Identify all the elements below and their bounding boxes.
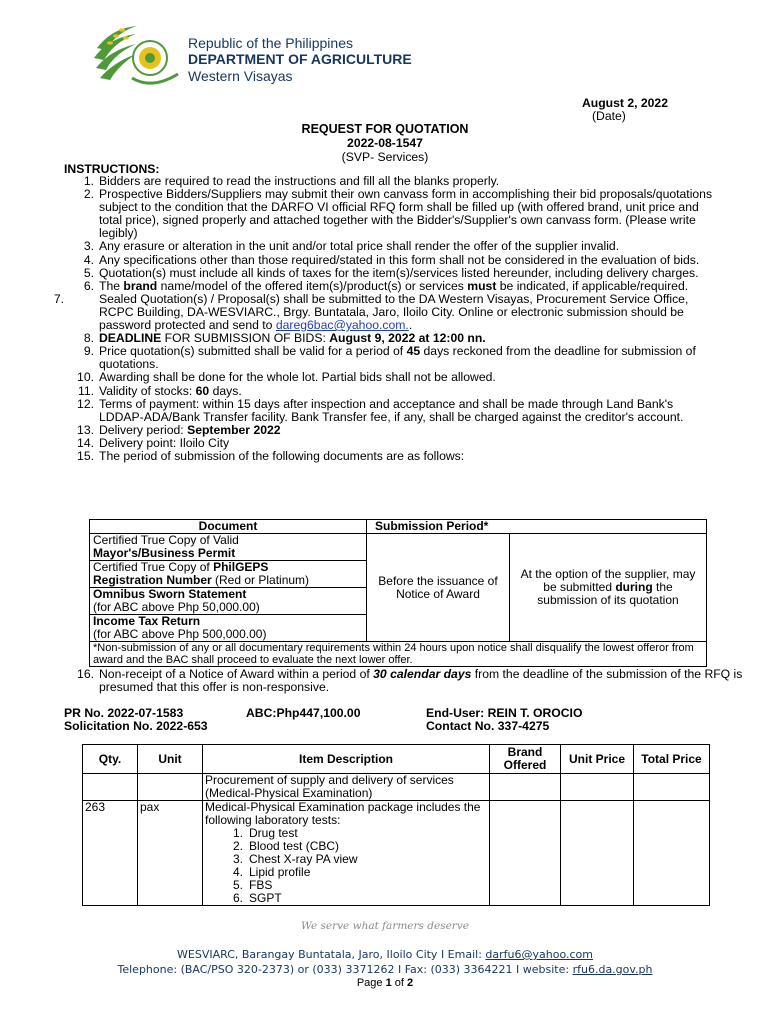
- instruction-item: 7. Sealed Quotation(s) / Proposal(s) shall be submitted to the DA Western Visayas, Procurement Service Office, RCPC Building, DA-WESVIARC., Brgy. Buntatala, Jaro, Iloilo City. Online or electronic submission should be password protected and send to dareg6bac@yahoo.com..: [53, 291, 689, 333]
- instruction-item: 15. The period of submission of the following documents are as follows:: [77, 448, 465, 463]
- footer-address: WESVIARC, Barangay Buntatala, Jaro, Iloilo City I Email: darfu6@yahoo.com: [177, 948, 593, 961]
- list-item: 6. SGPT: [232, 891, 282, 905]
- footer-website-link[interactable]: rfu6.da.gov.ph: [572, 963, 653, 976]
- instruction-item: 10. Awarding shall be done for the whole lot. Partial bids shall not be allowed.: [77, 370, 496, 385]
- list-item: 3. Chest X-ray PA view: [232, 852, 358, 866]
- col-unit-price: Unit Price: [561, 745, 634, 774]
- contact-number: Contact No. 337-4275: [426, 719, 550, 733]
- col-submission-period: Submission Period*: [367, 520, 707, 534]
- item-description: Medical-Physical Examination package includes the following laboratory tests: 1. Drug test 2. Blood test (CBC) 3. Chest X-ray PA view 4. Lipid profile 5. FBS 6. SGPT: [203, 801, 490, 906]
- col-total-price: Total Price: [634, 745, 710, 774]
- instruction-item: 9. Price quotation(s) submitted shall be valid for a period of 45 days reckoned from the deadline for submission of quotations.: [83, 344, 696, 372]
- instruction-item: 2. Prospective Bidders/Suppliers may submit their own canvass form in accomplishing their bid proposals/quotations subject to the condition that the DARFO VI official RFQ form shall be filled up (with offered brand, unit price and total price), signed properly and attached together with the Bidder's/Supplier's own canvass form. (Please write legibly): [83, 187, 713, 241]
- col-unit: Unit: [138, 745, 203, 774]
- bac-email-link[interactable]: dareg6bac@yahoo.com.: [275, 318, 409, 333]
- total-price-cell[interactable]: [634, 801, 710, 906]
- instruction-item: 8. DEADLINE FOR SUBMISSION OF BIDS: August 9, 2022 at 12:00 nn.: [83, 331, 486, 346]
- list-item: 1. Drug test: [232, 826, 298, 840]
- procurement-intro: Procurement of supply and delivery of services (Medical-Physical Examination): [203, 774, 490, 801]
- doc-business-permit: Certified True Copy of Valid Mayor's/Business Permit: [90, 534, 367, 561]
- brand-cell[interactable]: [490, 801, 561, 906]
- rfq-number: 2022-08-1547: [347, 136, 423, 150]
- period-before-award: Before the issuance of Notice of Award: [367, 534, 510, 642]
- lab-tests-list: [205, 827, 487, 905]
- item-unit: pax: [138, 801, 203, 906]
- instruction-item: 12. Terms of payment: within 15 days after inspection and acceptance and shall be made through Land Bank's LDDAP-ADA/Bank Transfer facility. Bank Transfer fee, if any, shall be charged against the creditor's account.: [77, 396, 684, 424]
- department-heading: DEPARTMENT OF AGRICULTURE: [188, 51, 412, 67]
- page-number: Page 1 of 2: [356, 977, 414, 989]
- date-label: (Date): [592, 109, 626, 123]
- doc-philgeps: Certified True Copy of PhilGEPS Registration Number (Red or Platinum): [90, 561, 367, 588]
- period-supplier-option: At the option of the supplier, may be submitted during the submission of its quotation: [510, 534, 707, 642]
- footer-email-link[interactable]: darfu6@yahoo.com: [485, 948, 593, 961]
- col-item-description: Item Description: [203, 745, 490, 774]
- instruction-item: 14. Delivery point: Iloilo City: [77, 435, 230, 450]
- procurement-mode: (SVP- Services): [341, 150, 429, 164]
- instructions-list: [53, 174, 714, 463]
- motto: We serve what farmers deserve: [301, 920, 469, 932]
- instruction-item: 6. The brand name/model of the offered item(s)/product(s) or services must be indicated, if applicable/required.: [83, 278, 689, 293]
- documents-table: [89, 519, 707, 667]
- abc-amount: ABC:Php447,100.00: [246, 706, 361, 720]
- col-brand-offered: Brand Offered: [490, 745, 561, 774]
- col-qty: Qty.: [83, 745, 138, 774]
- item-qty: 263: [83, 801, 138, 906]
- instruction-item: 11. Validity of stocks: 60 days.: [77, 383, 242, 398]
- items-table: [82, 744, 710, 906]
- doc-income-tax: Income Tax Return (for ABC above Php 500,000.00): [90, 615, 367, 642]
- unit-price-cell[interactable]: [561, 774, 634, 801]
- list-item: 4. Lipid profile: [232, 865, 311, 879]
- instructions-heading: INSTRUCTIONS:: [64, 162, 160, 176]
- republic-heading: Republic of the Philippines: [188, 35, 353, 51]
- instruction-item: 1. Bidders are required to read the instructions and fill all the blanks properly.: [83, 174, 500, 188]
- table-row: [83, 801, 710, 906]
- instruction-item: 4. Any specifications other than those required/stated in this form shall not be considered in the evaluation of bids.: [83, 252, 700, 267]
- documents-note: *Non-submission of any or all documentary requirements within 24 hours upon notice shall disqualify the lowest offeror from award and the BAC shall proceed to evaluate the next lower offer.: [90, 642, 707, 667]
- end-user: End-User: REIN T. OROCIO: [426, 706, 583, 720]
- total-price-cell[interactable]: [634, 774, 710, 801]
- footer-contact: Telephone: (BAC/PSO 320-2373) or (033) 3371262 I Fax: (033) 3364221 I website: rfu6.da.gov.ph: [117, 963, 653, 976]
- instruction-item: 3. Any erasure or alteration in the unit and/or total price shall render the offer of the supplier invalid.: [83, 239, 620, 254]
- department-of-agriculture-logo: [92, 18, 182, 92]
- solicitation-number: Solicitation No. 2022-653: [64, 719, 208, 733]
- list-item: 2. Blood test (CBC): [232, 839, 340, 853]
- unit-price-cell[interactable]: [561, 801, 634, 906]
- doc-omnibus: Omnibus Sworn Statement (for ABC above Php 50,000.00): [90, 588, 367, 615]
- table-row: [83, 774, 710, 801]
- pr-number: PR No. 2022-07-1583: [64, 706, 184, 720]
- instruction-item: 5. Quotation(s) must include all kinds of taxes for the item(s)/services listed hereunder, including delivery charges.: [83, 265, 699, 280]
- list-item: 5. FBS: [232, 878, 273, 892]
- col-document: Document: [90, 520, 367, 534]
- document-title: REQUEST FOR QUOTATION: [301, 122, 469, 136]
- region-heading: Western Visayas: [188, 68, 293, 84]
- document-date: August 2, 2022: [581, 96, 668, 110]
- instruction-item-16: 16. Non-receipt of a Notice of Award within a period of 30 calendar days from the deadline of the submission of the RFQ is presumed that this offer is non-responsive.: [77, 667, 743, 695]
- brand-cell[interactable]: [490, 774, 561, 801]
- instruction-item: 13. Delivery period: September 2022: [77, 422, 281, 437]
